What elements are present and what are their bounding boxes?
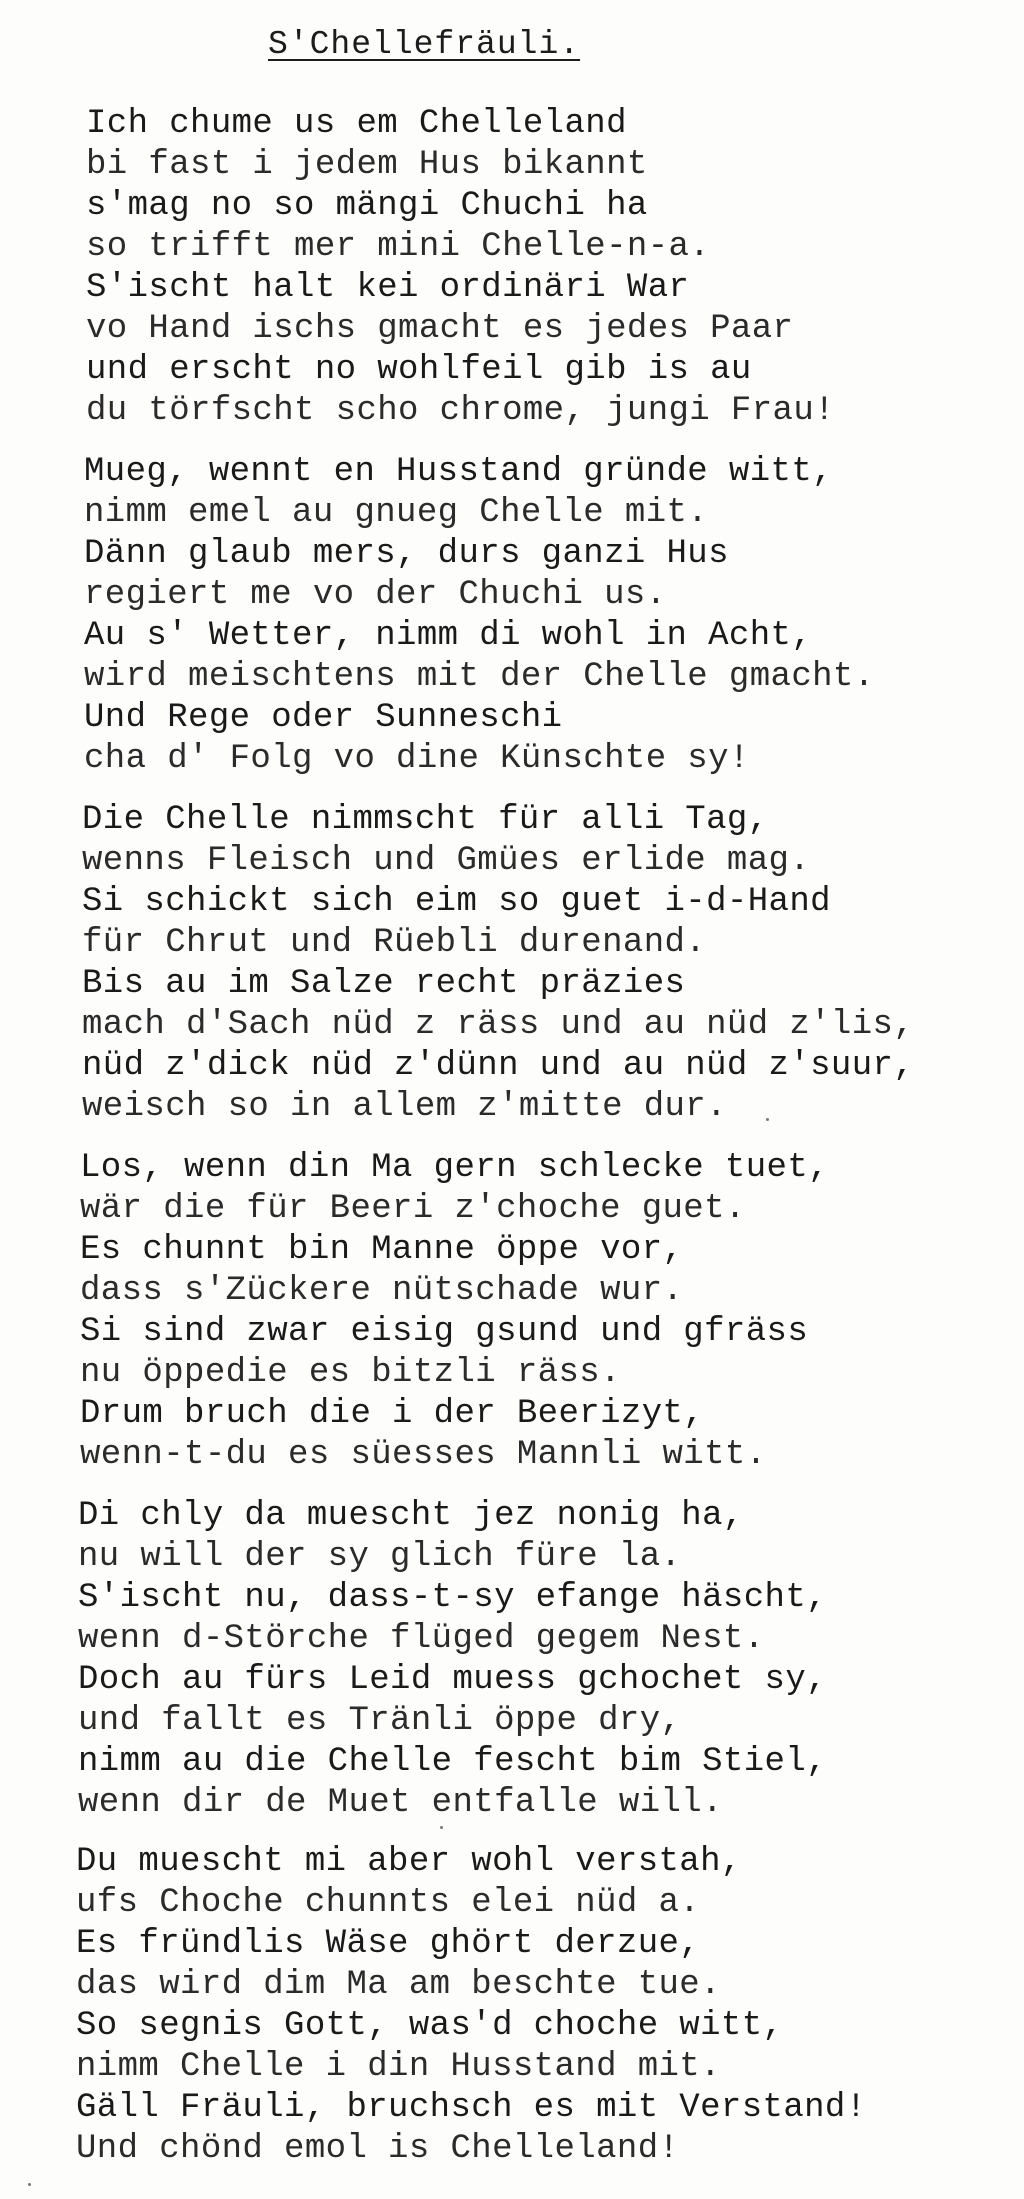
poem-line: S'ischt nu, dass-t-sy efange häscht,	[78, 1579, 827, 1617]
poem-line: Es fründlis Wäse ghört derzue,	[76, 1925, 701, 1963]
poem-line: nüd z'dick nüd z'dünn und au nüd z'suur,	[82, 1047, 915, 1085]
stanza-5	[78, 1496, 827, 1824]
poem-line: Si schickt sich eim so guet i-d-Hand	[82, 883, 831, 921]
poem-line: Die Chelle nimmscht für alli Tag,	[82, 801, 769, 839]
poem-line: Ich chume us em Chelleland	[86, 105, 627, 143]
poem-line: Drum bruch die i der Beerizyt,	[80, 1395, 705, 1433]
poem-line: nu will der sy glich füre la.	[78, 1538, 682, 1576]
poem-line: So segnis Gott, was'd choche witt,	[76, 2007, 784, 2045]
poem-line: weisch so in allem z'mitte dur.	[82, 1088, 727, 1126]
poem-line: Es chunnt bin Manne öppe vor,	[80, 1231, 684, 1269]
poem-line: Doch au fürs Leid muess gchochet sy,	[78, 1661, 827, 1699]
stanza-3	[82, 800, 914, 1128]
paper-speck	[28, 2183, 31, 2186]
poem-line: s'mag no so mängi Chuchi ha	[86, 187, 648, 225]
poem-line: für Chrut und Rüebli durenand.	[82, 924, 707, 962]
poem-line: Und chönd emol is Chelleland!	[76, 2130, 680, 2168]
poem-line: wär die für Beeri z'choche guet.	[80, 1190, 746, 1228]
poem-line: nimm au die Chelle fescht bim Stiel,	[78, 1743, 827, 1781]
poem-line: nimm Chelle i din Husstand mit.	[76, 2048, 721, 2086]
poem-line: bi fast i jedem Hus bikannt	[86, 146, 648, 184]
stanza-4	[80, 1148, 829, 1476]
poem-line: Si sind zwar eisig gsund und gfräss	[80, 1313, 809, 1351]
poem-line: Mueg, wennt en Husstand gründe witt,	[84, 453, 833, 491]
poem-line: cha d' Folg vo dine Künschte sy!	[84, 740, 750, 778]
poem-line: das wird dim Ma am beschte tue.	[76, 1966, 721, 2004]
poem-line: und erscht no wohlfeil gib is au	[86, 351, 752, 389]
poem-line: S'ischt halt kei ordinäri War	[86, 269, 690, 307]
poem-line: wenn-t-du es süesses Mannli witt.	[80, 1436, 767, 1474]
poem-line: Di chly da muescht jez nonig ha,	[78, 1497, 744, 1535]
poem-line: mach d'Sach nüd z räss und au nüd z'lis,	[82, 1006, 915, 1044]
poem-title: S'Chellefräuli.	[268, 26, 581, 63]
poem-line: wenns Fleisch und Gmües erlide mag.	[82, 842, 811, 880]
poem-line: Dänn glaub mers, durs ganzi Hus	[84, 535, 729, 573]
poem-line: wenn dir de Muet entfalle will.	[78, 1784, 723, 1822]
poem-line: so trifft mer mini Chelle-n-a.	[86, 228, 711, 266]
poem-line: nu öppedie es bitzli räss.	[80, 1354, 621, 1392]
poem-line: Und Rege oder Sunneschi	[84, 699, 563, 737]
paper-speck	[766, 1118, 769, 1121]
poem-line: Los, wenn din Ma gern schlecke tuet,	[80, 1149, 829, 1187]
poem-line: du törfscht scho chrome, jungi Frau!	[86, 392, 835, 430]
poem-line: wird meischtens mit der Chelle gmacht.	[84, 658, 875, 696]
poem-line: Bis au im Salze recht präzies	[82, 965, 686, 1003]
poem-line: Du muescht mi aber wohl verstah,	[76, 1843, 742, 1881]
poem-line: regiert me vo der Chuchi us.	[84, 576, 667, 614]
poem-line: und fallt es Tränli öppe dry,	[78, 1702, 682, 1740]
stanza-2	[84, 452, 875, 780]
paper-speck	[440, 1826, 443, 1829]
poem-line: nimm emel au gnueg Chelle mit.	[84, 494, 709, 532]
stanza-6	[76, 1842, 867, 2170]
poem-line: Au s' Wetter, nimm di wohl in Acht,	[84, 617, 813, 655]
poem-line: vo Hand ischs gmacht es jedes Paar	[86, 310, 794, 348]
poem-line: Gäll Fräuli, bruchsch es mit Verstand!	[76, 2089, 867, 2127]
stanza-1	[86, 104, 835, 432]
poem-line: ufs Choche chunnts elei nüd a.	[76, 1884, 701, 1922]
poem-line: wenn d-Störche flüged gegem Nest.	[78, 1620, 765, 1658]
poem-line: dass s'Zückere nütschade wur.	[80, 1272, 684, 1310]
